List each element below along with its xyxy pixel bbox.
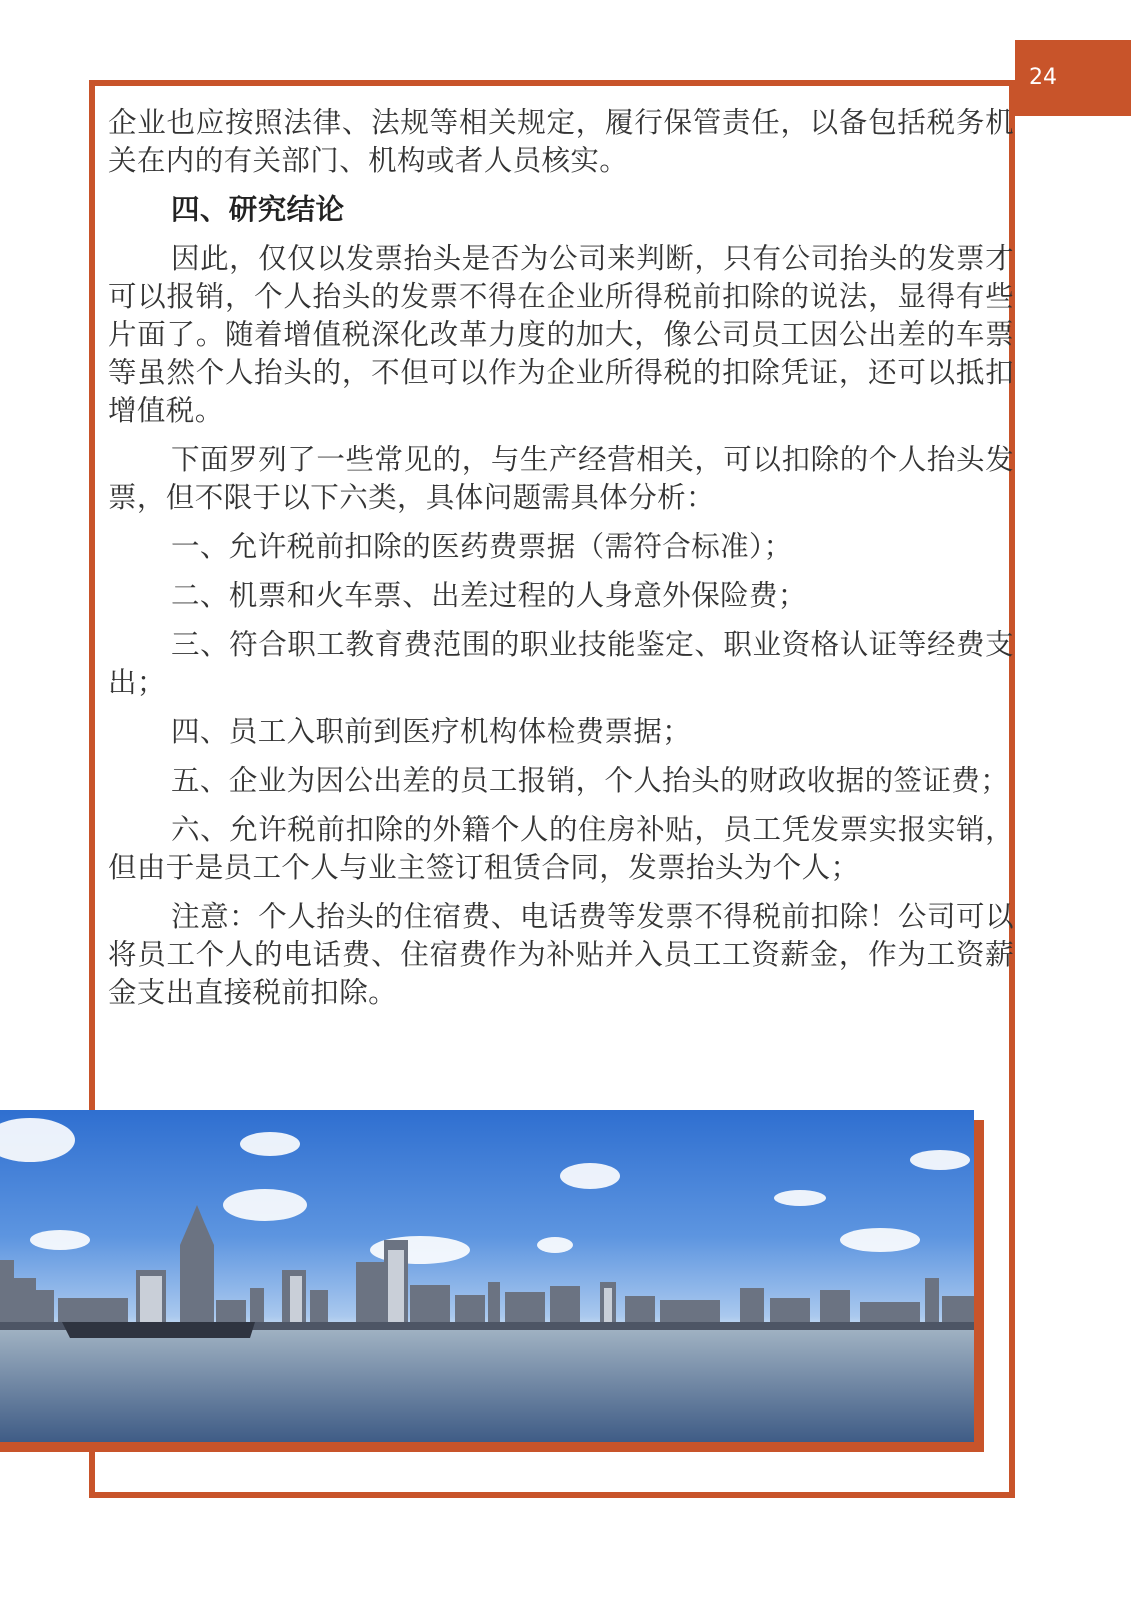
paragraph: 下面罗列了一些常见的，与生产经营相关，可以扣除的个人抬头发票，但不限于以下六类，具体问题需具体分析： [108,443,1014,514]
article-body [108,104,1014,1012]
city-skyline-photo [0,1110,974,1442]
paragraph: 企业也应按照法律、法规等相关规定，履行保管责任，以备包括税务机关在内的有关部门、机构或者人员核实。 [108,106,1014,177]
list-item: 六、允许税前扣除的外籍个人的住房补贴，员工凭发票实报实销，但由于是员工个人与业主签订租赁合同，发票抬头为个人； [108,813,1014,884]
paragraph: 因此，仅仅以发票抬头是否为公司来判断，只有公司抬头的发票才可以报销，个人抬头的发票不得在企业所得税前扣除的说法，显得有些片面了。随着增值税深化改革力度的加大，像公司员工因公出差的车票等虽然个人抬头的，不但可以作为企业所得税的扣除凭证，还可以抵扣增值税。 [108,242,1014,427]
list-item: 一、允许税前扣除的医药费票据（需符合标准）； [171,530,793,563]
section-heading: 四、研究结论 [171,193,345,226]
list-item: 五、企业为因公出差的员工报销，个人抬头的财政收据的签证费； [171,764,1010,797]
list-item: 三、符合职工教育费范围的职业技能鉴定、职业资格认证等经费支出； [108,628,1014,699]
list-item: 二、机票和火车票、出差过程的人身意外保险费； [171,579,807,612]
skyline-illustration [0,1110,974,1442]
note-paragraph: 注意：个人抬头的住宿费、电话费等发票不得税前扣除！公司可以将员工个人的电话费、住宿费作为补贴并入员工工资薪金，作为工资薪金支出直接税前扣除。 [108,900,1014,1009]
page-number: 24 [1015,40,1131,116]
list-item: 四、员工入职前到医疗机构体检费票据； [171,715,692,748]
